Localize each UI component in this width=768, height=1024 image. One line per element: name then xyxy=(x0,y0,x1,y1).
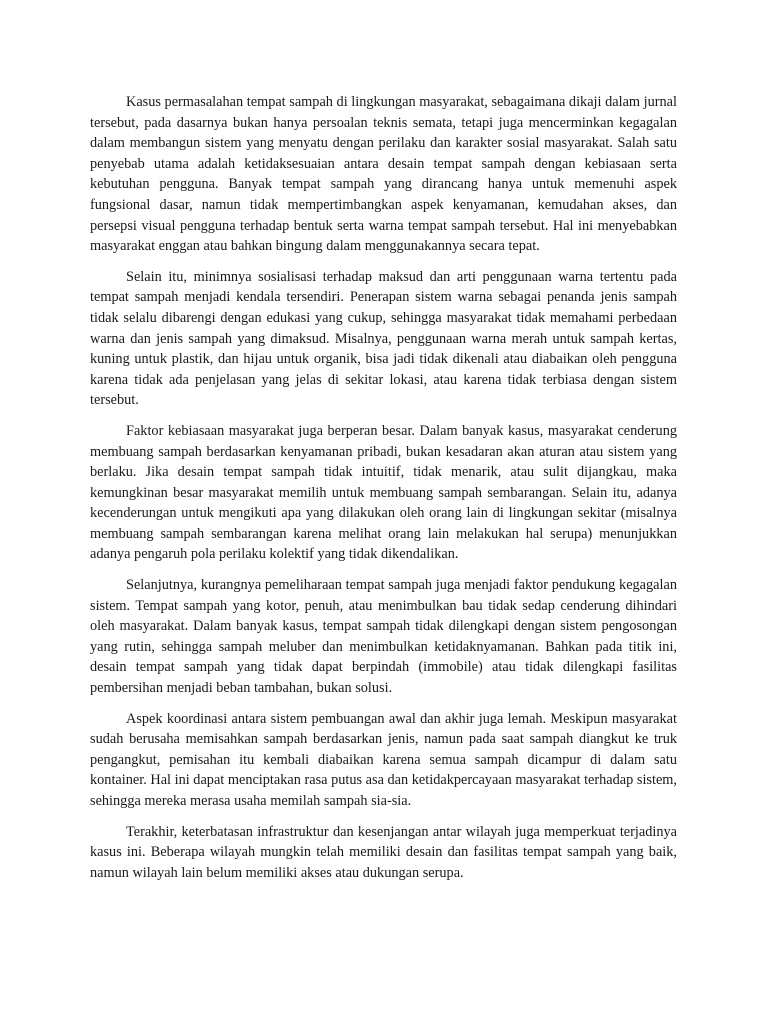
paragraph-5: Aspek koordinasi antara sistem pembuangan awal dan akhir juga lemah. Meskipun masyarakat sudah berusaha memisahkan sampah berdasarkan jenis, namun pada saat sampah diangkut ke truk pengangkut, pemisahan itu kembali diabaikan karena semua sampah dicampur di dalam satu kontainer. Hal ini dapat menciptakan rasa putus asa dan ketidakpercayaan masyarakat terhadap sistem, sehingga mereka merasa usaha memilah sampah sia-sia. xyxy=(90,710,677,809)
document-page xyxy=(90,92,677,883)
paragraph-2: Selain itu, minimnya sosialisasi terhadap maksud dan arti penggunaan warna tertentu pada tempat sampah menjadi kendala tersendiri. Penerapan sistem warna sebagai penanda jenis sampah tidak selalu dibarengi dengan edukasi yang cukup, sehingga masyarakat tidak memahami perbedaan warna dan jenis sampah yang dimaksud. Misalnya, penggunaan warna merah untuk sampah kertas, kuning untuk plastik, dan hijau untuk organik, bisa jadi tidak dikenali atau diabaikan oleh pengguna karena tidak ada penjelasan yang jelas di sekitar lokasi, atau karena tidak terbiasa dengan sistem tersebut. xyxy=(90,268,677,409)
paragraph-1: Kasus permasalahan tempat sampah di lingkungan masyarakat, sebagaimana dikaji dalam jurnal tersebut, pada dasarnya bukan hanya persoalan teknis semata, tetapi juga mencerminkan kegagalan dalam membangun sistem yang menyatu dengan perilaku dan karakter sosial masyarakat. Salah satu penyebab utama adalah ketidaksesuaian antara desain tempat sampah dengan kebiasaan serta kebutuhan pengguna. Banyak tempat sampah yang dirancang hanya untuk memenuhi aspek fungsional dasar, namun tidak mempertimbangkan aspek kenyamanan, kemudahan akses, dan persepsi visual pengguna terhadap bentuk serta warna tempat sampah tersebut. Hal ini menyebabkan masyarakat enggan atau bahkan bingung dalam menggunakannya secara tepat. xyxy=(90,94,677,255)
paragraph-3: Faktor kebiasaan masyarakat juga berperan besar. Dalam banyak kasus, masyarakat cenderung membuang sampah berdasarkan kenyamanan pribadi, bukan kesadaran akan aturan atau sistem yang berlaku. Jika desain tempat sampah tidak intuitif, tidak menarik, atau sulit dijangkau, maka kemungkinan besar masyarakat memilih untuk membuang sampah sembarangan. Selain itu, adanya kecenderungan untuk mengikuti apa yang dilakukan oleh orang lain di lingkungan sekitar (misalnya membuang sampah sembarangan karena melihat orang lain melakukan hal serupa) menunjukkan adanya pengaruh pola perilaku kolektif yang tidak dikendalikan. xyxy=(90,422,677,563)
paragraph-4: Selanjutnya, kurangnya pemeliharaan tempat sampah juga menjadi faktor pendukung kegagalan sistem. Tempat sampah yang kotor, penuh, atau menimbulkan bau tidak sedap cenderung dihindari oleh masyarakat. Dalam banyak kasus, tempat sampah tidak dilengkapi dengan sistem pengosongan yang rutin, sehingga sampah meluber dan menimbulkan ketidaknyamanan. Bahkan pada titik ini, desain tempat sampah yang tidak dapat berpindah (immobile) atau tidak dilengkapi fasilitas pembersihan menjadi beban tambahan, bukan solusi. xyxy=(90,577,677,697)
paragraph-6: Terakhir, keterbatasan infrastruktur dan kesenjangan antar wilayah juga memperkuat terjadinya kasus ini. Beberapa wilayah mungkin telah memiliki desain dan fasilitas tempat sampah yang baik, namun wilayah lain belum memiliki akses atau dukungan serupa. xyxy=(90,823,677,881)
